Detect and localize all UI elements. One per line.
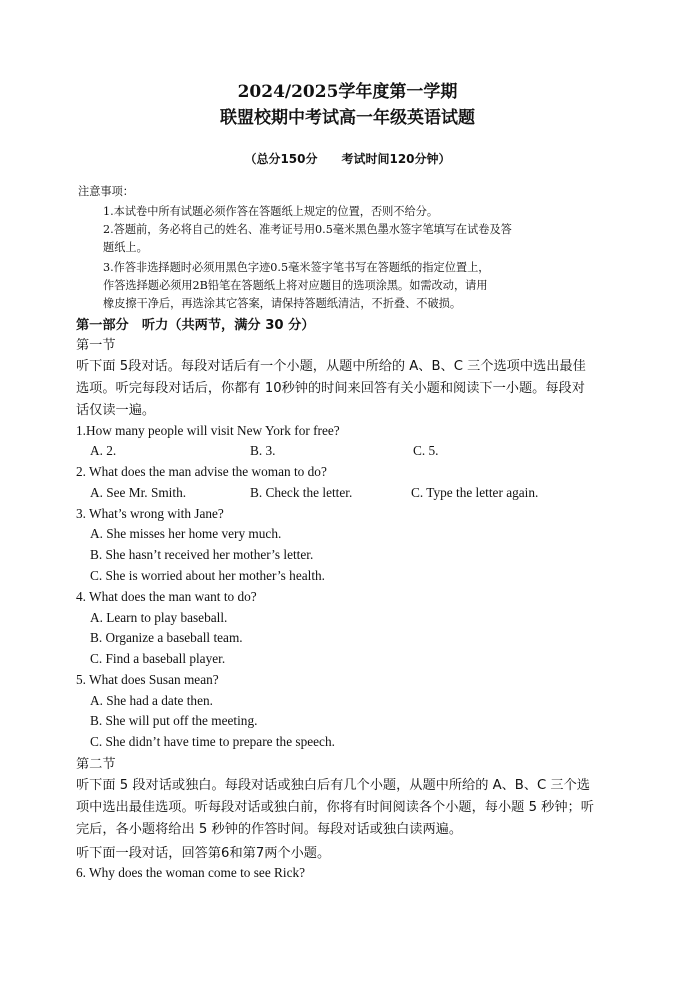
exam-title-line1: 2024/2025学年度第一学期: [237, 82, 458, 102]
question-3: 3. What’s wrong with Jane?: [76, 506, 224, 521]
section1-instruction-line1: 听下面 5段对话。每段对话后有一个小题，从题中所给的 A、B、C 三个选项中选出最佳: [76, 359, 586, 374]
section2-instruction-line1: 听下面 5 段对话或独白。每段对话或独白后有几个小题，从题中所给的 A、B、C 三个选: [76, 778, 590, 793]
q1-option-c: C. 5.: [413, 443, 439, 458]
q5-option-a: A. She had a date then.: [90, 693, 213, 708]
q2-option-a: A. See Mr. Smith.: [90, 485, 187, 500]
section1-heading: 第一节: [76, 338, 116, 353]
notes-heading: 注意事项：: [78, 185, 134, 198]
note-3-line1: 3.作答非选择题时必须用黑色字迹0.5毫米签字笔书写在答题纸的指定位置上，: [103, 261, 490, 274]
note-3-line2: 作答选择题必须用2B铅笔在答题纸上将对应题目的选项涂黑。如需改动，请用: [103, 279, 488, 292]
q5-option-b: B. She will put off the meeting.: [90, 713, 258, 728]
q4-option-a: A. Learn to play baseball.: [90, 610, 228, 625]
q2-option-c: C. Type the letter again.: [411, 485, 539, 500]
question-1: 1.How many people will visit New York for free?: [76, 423, 340, 438]
exam-subtitle: （总分150分 考试时间120分钟）: [244, 152, 451, 166]
note-2-line2: 题纸上。: [103, 241, 148, 254]
question-6: 6. Why does the woman come to see Rick?: [76, 865, 306, 880]
note-2-line1: 2.答题前，务必将自己的姓名、准考证号用0.5毫米黑色墨水签字笔填写在试卷及答: [103, 223, 512, 236]
q4-option-b: B. Organize a baseball team.: [90, 630, 243, 645]
question-5: 5. What does Susan mean?: [76, 672, 219, 687]
section2-heading: 第二节: [76, 757, 116, 772]
part1-heading: 第一部分 听力（共两节，满分 30 分）: [76, 318, 315, 333]
q2-option-b: B. Check the letter.: [250, 485, 353, 500]
note-3-line3: 橡皮擦干净后，再选涂其它答案，请保持答题纸清洁，不折叠、不破损。: [103, 297, 462, 310]
question-4: 4. What does the man want to do?: [76, 589, 257, 604]
q3-option-b: B. She hasn’t received her mother’s letter.: [90, 547, 314, 562]
section2-instruction-line4: 听下面一段对话，回答第6和第7两个小题。: [76, 846, 331, 861]
q3-option-a: A. She misses her home very much.: [90, 526, 282, 541]
q5-option-c: C. She didn’t have time to prepare the speech.: [90, 734, 335, 749]
exam-title-line2: 联盟校期中考试高一年级英语试题: [220, 108, 475, 128]
section1-instruction-line2: 选项。听完每段对话后，你都有 10秒钟的时间来回答有关小题和阅读下一小题。每段对: [76, 381, 585, 396]
note-1: 1.本试卷中所有试题必须作答在答题纸上规定的位置，否则不给分。: [103, 205, 439, 218]
question-2: 2. What does the man advise the woman to do?: [76, 464, 327, 479]
section1-instruction-line3: 话仅读一遍。: [76, 403, 156, 418]
section2-instruction-line2: 项中选出最佳选项。听每段对话或独白前，你将有时间阅读各个小题，每小题 5 秒钟；听: [76, 800, 594, 815]
q3-option-c: C. She is worried about her mother’s health.: [90, 568, 325, 583]
section2-instruction-line3: 完后，各小题将给出 5 秒钟的作答时间。每段对话或独白读两遍。: [76, 822, 463, 837]
q4-option-c: C. Find a baseball player.: [90, 651, 226, 666]
q1-option-b: B. 3.: [250, 443, 276, 458]
q1-option-a: A. 2.: [90, 443, 117, 458]
